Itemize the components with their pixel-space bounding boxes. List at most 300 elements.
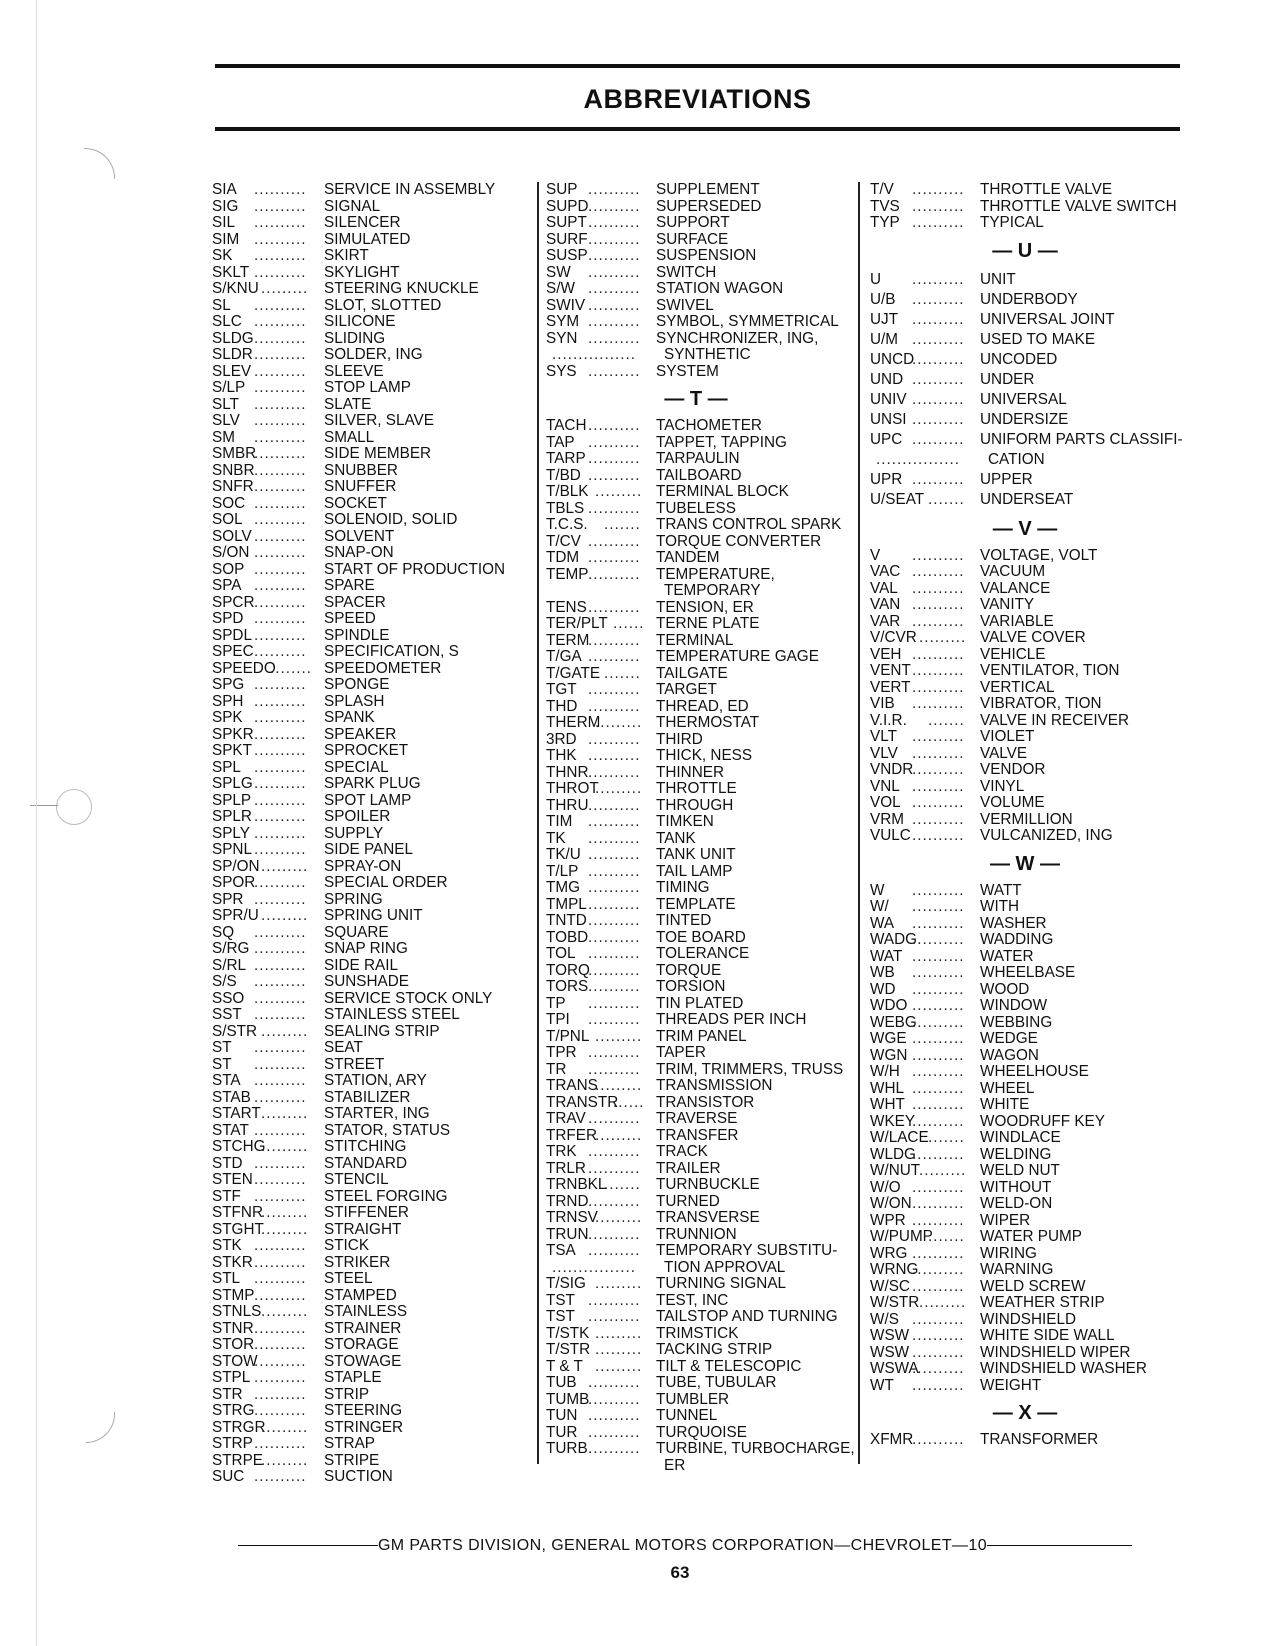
abbreviation-term: THRU <box>546 796 589 814</box>
abbreviation-term: STPL <box>212 1369 251 1386</box>
column-divider-2 <box>858 182 860 1464</box>
abbreviation-entry <box>870 370 1180 390</box>
abbreviation-term: STEN <box>212 1171 253 1188</box>
abbreviation-term: T/GATE <box>546 664 601 682</box>
abbreviation-entry <box>212 1090 512 1107</box>
abbreviation-definition: WIRING <box>980 1244 1037 1262</box>
abbreviation-entry <box>212 925 512 942</box>
abbreviation-term: V.I.R. <box>870 711 907 729</box>
abbreviation-term: STAT <box>212 1121 249 1139</box>
abbreviation-definition: SLOT, SLOTTED <box>324 296 442 314</box>
abbreviation-definition: UNDER <box>980 370 1035 388</box>
leader-dots: .......... <box>588 549 641 566</box>
abbreviation-definition: VIOLET <box>980 728 1035 745</box>
abbreviation-entry <box>212 892 512 909</box>
abbreviation-term: STRGR <box>212 1418 266 1436</box>
abbreviation-entry <box>870 1163 1180 1180</box>
abbreviation-definition: THINNER <box>656 763 724 781</box>
abbreviation-term: SPLP <box>212 791 252 809</box>
abbreviation-term: TST <box>546 1308 575 1325</box>
abbreviation-entry <box>212 694 512 711</box>
leader-dots: .......... <box>254 692 307 710</box>
abbreviation-definition: TORSION <box>656 978 726 995</box>
abbreviation-definition: SNUFFER <box>324 478 397 495</box>
abbreviation-entry <box>212 941 512 958</box>
leader-dots: .......... <box>254 412 307 429</box>
leader-dots: .......... <box>588 214 641 231</box>
abbreviation-definition: SPRING <box>324 890 383 908</box>
abbreviation-definition: VACUUM <box>980 563 1046 580</box>
abbreviation-entry <box>546 616 846 633</box>
abbreviation-definition: SKYLIGHT <box>324 263 400 281</box>
leader-dots: .......... <box>588 978 641 995</box>
abbreviation-entry <box>546 649 846 666</box>
abbreviation-entry <box>212 281 512 298</box>
leader-dots: .......... <box>254 643 307 660</box>
abbreviation-entry <box>546 1144 846 1161</box>
leader-dots: ...... <box>613 1093 645 1111</box>
abbreviation-entry <box>546 1012 846 1029</box>
abbreviation-entry <box>870 965 1180 982</box>
abbreviation-definition: SOLENOID, SOLID <box>324 511 458 528</box>
abbreviation-term: V/CVR <box>870 629 917 646</box>
leader-dots: .......... <box>254 181 307 198</box>
abbreviation-term: WGN <box>870 1046 908 1064</box>
abbreviation-term: S/RL <box>212 956 247 974</box>
scan-mark-curve-bottom <box>86 1412 115 1443</box>
abbreviation-term: SPG <box>212 676 245 693</box>
leader-dots: .......... <box>912 563 965 580</box>
abbreviation-entry <box>212 809 512 826</box>
abbreviation-definition: STREET <box>324 1055 385 1073</box>
abbreviation-definition: SEAT <box>324 1039 363 1056</box>
abbreviation-entry <box>546 996 846 1013</box>
abbreviation-entry <box>870 1361 1180 1378</box>
abbreviation-term: SW <box>546 263 571 281</box>
abbreviation-entry <box>212 776 512 793</box>
abbreviation-entry <box>546 550 846 567</box>
abbreviation-entry <box>546 1293 846 1310</box>
abbreviation-entry <box>212 1205 512 1222</box>
abbreviation-term: STAB <box>212 1088 251 1106</box>
abbreviation-term: TAP <box>546 433 575 451</box>
abbreviation-definition: TACHOMETER <box>656 417 762 434</box>
abbreviation-definition: SNUBBER <box>324 461 398 479</box>
abbreviation-term: STD <box>212 1154 243 1172</box>
leader-dots: .......... <box>912 1079 965 1097</box>
abbreviation-term: VLT <box>870 728 897 745</box>
abbreviation-definition: TAIL LAMP <box>656 862 733 880</box>
abbreviation-definition: SILICONE <box>324 313 396 330</box>
abbreviation-definition: THROTTLE VALVE <box>980 181 1113 198</box>
abbreviation-definition: VOLUME <box>980 794 1045 811</box>
abbreviation-definition: STATION, ARY <box>324 1072 427 1089</box>
abbreviation-term: SPK <box>212 709 243 726</box>
abbreviation-entry <box>546 847 846 864</box>
leader-dots: ................ <box>552 1258 636 1276</box>
abbreviation-term: T/STK <box>546 1324 590 1342</box>
section-heading: — T — <box>664 388 728 410</box>
abbreviation-term: T & T <box>546 1357 583 1375</box>
abbreviation-term: SYS <box>546 362 577 380</box>
abbreviation-definition: TEMPERATURE GAGE <box>656 648 819 665</box>
abbreviation-definition: WELD-ON <box>980 1195 1053 1212</box>
abbreviation-entry <box>870 828 1180 845</box>
abbreviation-entry <box>212 248 512 265</box>
abbreviation-entry <box>546 864 846 881</box>
abbreviation-definition: VERTICAL <box>980 678 1055 696</box>
leader-dots: .......... <box>254 379 307 396</box>
abbreviation-entry <box>546 215 846 232</box>
abbreviation-entry <box>212 974 512 991</box>
abbreviation-term: STOR <box>212 1336 255 1353</box>
abbreviation-entry <box>870 581 1180 598</box>
abbreviation-definition: THIRD <box>656 730 703 748</box>
leader-dots: .......... <box>912 546 965 564</box>
abbreviation-term: SPD <box>212 610 244 627</box>
leader-dots: .......... <box>588 1242 641 1259</box>
abbreviation-entry <box>212 479 512 496</box>
abbreviation-entry <box>212 958 512 975</box>
abbreviation-term: TRLR <box>546 1159 586 1177</box>
abbreviation-definition: SNAP-ON <box>324 544 394 561</box>
abbreviation-entry <box>546 567 846 584</box>
abbreviation-entry <box>212 380 512 397</box>
leader-dots: .......... <box>912 596 965 613</box>
leader-dots: .......... <box>588 879 641 896</box>
abbreviation-entry <box>212 859 512 876</box>
abbreviation-entry <box>546 1440 855 1458</box>
abbreviation-term: VRM <box>870 810 904 828</box>
abbreviation-definition: VENDOR <box>980 761 1046 778</box>
abbreviation-definition: SOLVENT <box>324 527 395 545</box>
abbreviation-definition: USED TO MAKE <box>980 330 1096 348</box>
leader-dots: .......... <box>254 478 307 495</box>
leader-dots: .......... <box>254 1369 307 1386</box>
abbreviation-term: SPCR <box>212 593 255 611</box>
abbreviation-term: SIG <box>212 197 239 215</box>
abbreviation-entry <box>546 897 846 914</box>
abbreviation-term: WEBG <box>870 1013 917 1031</box>
abbreviation-definition: SYNCHRONIZER, ING, <box>656 329 819 347</box>
leader-dots: ......... <box>595 1275 643 1292</box>
column-divider-1 <box>537 182 539 1464</box>
leader-dots: ......... <box>595 1077 643 1094</box>
abbreviation-definition: SPANK <box>324 709 375 726</box>
abbreviation-term: TOL <box>546 945 576 962</box>
abbreviation-entry <box>870 330 1180 350</box>
abbreviation-entry <box>546 666 846 683</box>
abbreviation-entry <box>870 1081 1180 1098</box>
abbreviation-definition: TANK <box>656 829 696 847</box>
abbreviation-term: VENT <box>870 662 911 679</box>
abbreviation-term: TK <box>546 829 566 847</box>
leader-dots: ........ <box>270 659 312 677</box>
abbreviation-term: TUR <box>546 1423 578 1441</box>
abbreviation-definition: SUCTION <box>324 1468 393 1485</box>
abbreviation-entry <box>546 199 846 216</box>
leader-dots: .......... <box>912 430 965 448</box>
abbreviation-term: START <box>212 1105 261 1122</box>
abbreviation-entry <box>212 1403 512 1420</box>
abbreviation-definition: TRANSMISSION <box>656 1077 773 1094</box>
abbreviation-definition: SLEEVE <box>324 362 384 380</box>
leader-dots: .......... <box>254 445 307 462</box>
leader-dots: .......... <box>254 989 307 1007</box>
leader-dots: .......... <box>254 395 307 413</box>
leader-dots: .......... <box>912 1112 965 1130</box>
leader-dots: .......... <box>588 945 641 962</box>
abbreviation-term: TRK <box>546 1143 577 1160</box>
abbreviation-entry <box>212 347 512 364</box>
abbreviation-term: ST <box>212 1039 232 1056</box>
leader-dots: ......... <box>919 1294 967 1311</box>
abbreviation-entry <box>870 450 1180 470</box>
abbreviation-term: STA <box>212 1072 241 1089</box>
abbreviation-definition: SPARE <box>324 577 375 594</box>
abbreviation-term: SPEC <box>212 643 254 660</box>
abbreviation-definition: TARGET <box>656 681 717 698</box>
abbreviation-definition: THROTTLE VALVE SWITCH <box>980 197 1177 215</box>
abbreviation-term: SOL <box>212 511 243 528</box>
abbreviation-entry <box>870 614 1180 631</box>
abbreviation-entry <box>546 963 846 980</box>
abbreviation-entry <box>546 1128 846 1145</box>
abbreviation-term: TURB <box>546 1440 588 1457</box>
abbreviation-definition: TOE BOARD <box>656 928 746 946</box>
leader-dots: .......... <box>588 1374 641 1391</box>
abbreviation-term: WRG <box>870 1244 908 1262</box>
abbreviation-entry <box>870 1229 1180 1246</box>
abbreviation-definition: STEEL <box>324 1270 373 1287</box>
leader-dots: ......... <box>261 1220 309 1238</box>
leader-dots: .......... <box>588 296 641 314</box>
leader-dots: .......... <box>912 1310 965 1328</box>
abbreviation-term: U/M <box>870 330 899 348</box>
abbreviation-definition: STENCIL <box>324 1171 389 1188</box>
abbreviation-definition: TYPICAL <box>980 214 1044 231</box>
abbreviation-entry <box>212 1238 512 1255</box>
abbreviation-term: SOP <box>212 560 245 578</box>
abbreviation-definition: SLATE <box>324 395 372 413</box>
footer-text: GM PARTS DIVISION, GENERAL MOTORS CORPORATION—CHEVROLET—10 <box>377 1537 988 1554</box>
abbreviation-entry <box>212 364 512 381</box>
abbreviation-definition: WATT <box>980 881 1022 899</box>
abbreviation-entry <box>546 1177 846 1194</box>
abbreviation-term: WADG <box>870 931 918 948</box>
abbreviation-definition: TRAVERSE <box>656 1110 738 1127</box>
abbreviation-definition: TERMINAL BLOCK <box>656 483 789 500</box>
abbreviation-entry <box>212 578 512 595</box>
abbreviation-entry <box>212 1321 512 1338</box>
abbreviation-definition: TENSION, ER <box>656 598 754 616</box>
abbreviation-entry <box>212 628 512 645</box>
leader-dots: .......... <box>588 796 641 814</box>
abbreviation-term: W/O <box>870 1178 901 1196</box>
abbreviation-definition: TUNNEL <box>656 1407 718 1424</box>
abbreviation-term: T/LP <box>546 862 579 880</box>
abbreviation-term: SWIV <box>546 296 586 314</box>
abbreviation-entry <box>546 347 846 364</box>
abbreviation-definition: WEATHER STRIP <box>980 1294 1105 1311</box>
leader-dots: ......... <box>595 714 643 731</box>
leader-dots: .......... <box>912 810 965 828</box>
abbreviation-entry <box>546 880 846 897</box>
abbreviation-entry <box>870 199 1180 216</box>
leader-dots: ......... <box>595 483 643 500</box>
abbreviation-definition: THICK, NESS <box>656 747 753 764</box>
abbreviation-entry <box>870 1031 1180 1048</box>
abbreviation-definition: WOODRUFF KEY <box>980 1112 1105 1130</box>
abbreviation-entry <box>870 1064 1180 1081</box>
abbreviation-definition: SUPPLEMENT <box>656 181 760 198</box>
abbreviation-term: SL <box>212 296 231 314</box>
abbreviation-definition: SYMBOL, SYMMETRICAL <box>656 313 839 330</box>
leader-dots: .......... <box>254 593 307 611</box>
leader-dots: .......... <box>588 1407 641 1424</box>
leader-dots: .......... <box>912 1343 965 1361</box>
leader-dots: .......... <box>254 329 307 347</box>
leader-dots: .......... <box>588 313 641 330</box>
abbreviation-term: SPKR <box>212 725 254 743</box>
abbreviation-entry <box>212 1370 512 1387</box>
leader-dots: .......... <box>254 511 307 528</box>
abbreviation-entry <box>546 699 846 716</box>
leader-dots: .......... <box>588 730 641 748</box>
abbreviation-definition: TURNING SIGNAL <box>656 1275 787 1292</box>
leader-dots: ......... <box>261 1138 309 1155</box>
leader-dots: .......... <box>254 940 307 957</box>
abbreviation-definition: SPECIAL <box>324 758 389 776</box>
abbreviation-entry <box>212 529 512 546</box>
leader-dots: .......... <box>588 1060 641 1078</box>
abbreviation-definition: SKIRT <box>324 247 369 264</box>
abbreviation-definition: STRINGER <box>324 1418 404 1436</box>
leader-dots: .......... <box>254 742 307 759</box>
abbreviation-entry <box>546 1062 846 1079</box>
abbreviation-definition: WIPER <box>980 1211 1031 1229</box>
abbreviation-entry <box>870 1328 1180 1345</box>
abbreviation-entry <box>212 644 512 661</box>
leader-dots: ......... <box>595 1324 643 1342</box>
abbreviation-definition: UPPER <box>980 470 1033 488</box>
abbreviation-entry <box>870 310 1180 330</box>
abbreviation-term: VNL <box>870 777 900 795</box>
leader-dots: .......... <box>912 579 965 597</box>
leader-dots: .......... <box>912 1327 965 1344</box>
abbreviation-entry <box>546 831 846 848</box>
leader-dots: .......... <box>912 777 965 795</box>
leader-dots: .......... <box>588 1423 641 1441</box>
abbreviation-entry <box>546 517 846 534</box>
abbreviation-entry <box>546 930 846 947</box>
abbreviation-definition: THERMOSTAT <box>656 714 760 731</box>
abbreviation-entry <box>870 779 1180 796</box>
abbreviation-term: VAR <box>870 612 901 630</box>
abbreviation-term: SYM <box>546 313 580 330</box>
leader-dots: .......... <box>912 612 965 630</box>
abbreviation-definition: VERMILLION <box>980 810 1073 828</box>
abbreviation-entry <box>546 1227 846 1244</box>
leader-dots: .......... <box>254 1006 307 1023</box>
abbreviation-term: SPNL <box>212 841 252 858</box>
abbreviation-term: SOLV <box>212 527 252 545</box>
abbreviation-term: WA <box>870 914 895 932</box>
abbreviation-entry <box>870 663 1180 680</box>
abbreviation-term: SSO <box>212 989 245 1007</box>
abbreviation-entry <box>870 1015 1180 1032</box>
abbreviation-definition: WINDSHIELD WIPER <box>980 1343 1131 1361</box>
leader-dots: .......... <box>254 890 307 908</box>
abbreviation-term: TRNSV <box>546 1209 598 1226</box>
abbreviation-definition: UNDERSIZE <box>980 410 1069 428</box>
scan-mark-punch-hole <box>56 789 92 825</box>
abbreviation-entry <box>212 1337 512 1354</box>
abbreviation-entry <box>870 1180 1180 1197</box>
abbreviation-entry <box>212 446 512 463</box>
abbreviation-definition: STICK <box>324 1237 370 1254</box>
leader-dots: .......... <box>254 1336 307 1353</box>
abbreviation-term: W <box>870 881 885 899</box>
abbreviation-term: V <box>870 546 881 564</box>
abbreviation-definition: STRIP <box>324 1385 370 1403</box>
leader-dots: .......... <box>912 1244 965 1262</box>
abbreviation-definition: TION APPROVAL <box>664 1258 786 1276</box>
abbreviation-term: WSW <box>870 1343 910 1361</box>
abbreviation-definition: WASHER <box>980 914 1047 932</box>
abbreviation-term: STRPE <box>212 1451 263 1469</box>
abbreviation-term: SUPT <box>546 214 587 231</box>
abbreviation-term: SMBR <box>212 445 257 462</box>
abbreviation-entry <box>870 899 1180 916</box>
abbreviation-definition: STORAGE <box>324 1336 399 1353</box>
leader-dots: .......... <box>912 881 965 899</box>
abbreviation-definition: SERVICE IN ASSEMBLY <box>324 181 496 198</box>
abbreviation-term: VAN <box>870 596 901 613</box>
leader-dots: .......... <box>254 544 307 561</box>
leader-dots: .......... <box>912 1013 965 1031</box>
abbreviation-definition: WHITE SIDE WALL <box>980 1327 1115 1344</box>
leader-dots: .......... <box>588 280 641 297</box>
abbreviation-entry <box>212 1172 512 1189</box>
abbreviation-term: SLDR <box>212 346 253 363</box>
abbreviation-definition: TERMINAL <box>656 631 734 649</box>
abbreviation-definition: SURFACE <box>656 230 729 248</box>
abbreviation-entry <box>546 298 846 315</box>
abbreviation-definition: START OF PRODUCTION <box>324 560 506 578</box>
abbreviation-entry <box>546 765 846 782</box>
abbreviation-entry <box>870 182 1180 199</box>
leader-dots: .......... <box>588 450 641 467</box>
abbreviation-entry <box>546 534 846 551</box>
abbreviation-term: W/ <box>870 898 889 915</box>
leader-dots: .......... <box>254 1435 307 1452</box>
abbreviation-entry <box>212 1387 512 1404</box>
leader-dots: ....... <box>928 490 965 508</box>
leader-dots: ....... <box>928 1228 965 1245</box>
leader-dots: .......... <box>912 678 965 696</box>
leader-dots: .......... <box>912 1195 965 1212</box>
abbreviation-definition: SPACER <box>324 593 386 611</box>
abbreviation-definition: SYNTHETIC <box>664 346 751 363</box>
abbreviation-definition: WINDLACE <box>980 1129 1061 1146</box>
abbreviation-definition: TIN PLATED <box>656 994 744 1012</box>
abbreviation-term: TIM <box>546 813 573 830</box>
abbreviation-term: TST <box>546 1291 575 1309</box>
abbreviation-term: THK <box>546 747 577 764</box>
abbreviation-definition: THREADS PER INCH <box>656 1011 807 1028</box>
abbreviation-term: WPR <box>870 1211 906 1229</box>
